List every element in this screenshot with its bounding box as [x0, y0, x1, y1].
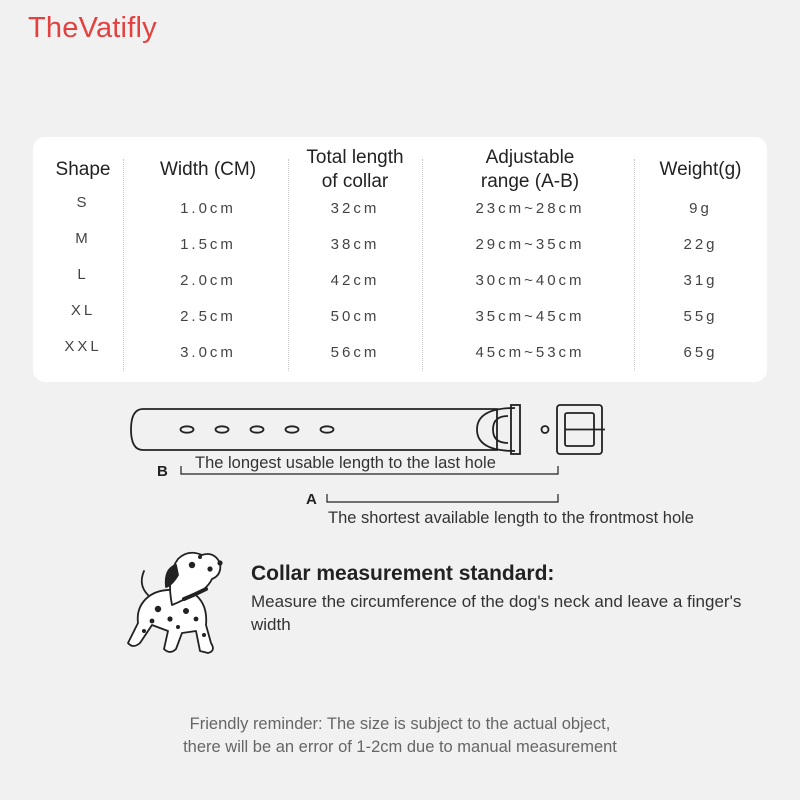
- collar-hole: [251, 426, 264, 432]
- d-ring-inner: [493, 416, 508, 443]
- column-adjustable-range: [450, 137, 610, 382]
- d-ring: [477, 408, 515, 451]
- table-cell: XXL: [64, 338, 102, 355]
- header-range-line2: range (A-B): [480, 171, 580, 192]
- table-cell: 55g: [683, 308, 718, 325]
- header-total-length-line2: of collar: [321, 171, 389, 192]
- table-cell: 9g: [689, 200, 712, 217]
- table-cell: 45cm~53cm: [475, 344, 585, 361]
- table-cell: 32cm: [330, 200, 380, 217]
- table-cell: 65g: [683, 344, 718, 361]
- column-shape: [41, 137, 125, 382]
- column-width: [133, 137, 283, 382]
- a-bracket: [327, 494, 558, 502]
- column-divider: [422, 159, 423, 371]
- column-divider: [288, 159, 289, 371]
- collar-hole: [216, 426, 229, 432]
- table-cell: 2.5cm: [180, 308, 236, 325]
- header-total-length-line1: Total length: [306, 147, 404, 168]
- table-cell: 1.0cm: [180, 200, 236, 217]
- dalmatian-dog-icon: [108, 545, 243, 660]
- table-cell: M: [75, 230, 91, 247]
- table-cell: 29cm~35cm: [475, 236, 585, 253]
- collar-hole: [321, 426, 334, 432]
- table-cell: 31g: [683, 272, 718, 289]
- column-weight: [638, 137, 763, 382]
- b-marker: B: [157, 463, 168, 480]
- header-weight: Weight(g): [659, 159, 742, 180]
- table-cell: 1.5cm: [180, 236, 236, 253]
- header-shape: Shape: [55, 159, 111, 180]
- table-cell: 56cm: [330, 344, 380, 361]
- reminder-line-2: there will be an error of 1-2cm due to manual measurement: [183, 738, 617, 756]
- collar-hole: [286, 426, 299, 432]
- table-cell: 50cm: [330, 308, 380, 325]
- collar-rivet: [542, 426, 549, 433]
- table-cell: XL: [70, 302, 96, 319]
- brand-logo: TheVatifly: [28, 12, 157, 44]
- header-width: Width (CM): [159, 159, 257, 180]
- table-cell: S: [76, 194, 90, 211]
- column-divider: [123, 159, 124, 371]
- table-cell: L: [77, 266, 89, 283]
- measurement-description: Measure the circumference of the dog's neck and leave a finger's width: [251, 592, 742, 634]
- table-cell: 23cm~28cm: [475, 200, 585, 217]
- collar-hole: [181, 426, 194, 432]
- table-cell: 30cm~40cm: [475, 272, 585, 289]
- table-cell: 2.0cm: [180, 272, 236, 289]
- column-divider: [634, 159, 635, 371]
- column-total-length: [290, 137, 420, 382]
- a-marker: A: [306, 491, 317, 508]
- table-cell: 22g: [683, 236, 718, 253]
- b-label: The longest usable length to the last hole: [195, 454, 496, 472]
- size-table: [33, 137, 767, 382]
- table-cell: 3.0cm: [180, 344, 236, 361]
- collar-strap: [131, 409, 497, 450]
- table-cell: 42cm: [330, 272, 380, 289]
- measurement-title: Collar measurement standard:: [251, 562, 555, 585]
- collar-keeper: [511, 405, 520, 454]
- table-cell: 38cm: [330, 236, 380, 253]
- header-range-line1: Adjustable: [485, 147, 575, 168]
- a-label: The shortest available length to the frontmost hole: [328, 509, 694, 527]
- table-cell: 35cm~45cm: [475, 308, 585, 325]
- reminder-line-1: Friendly reminder: The size is subject to the actual object,: [189, 715, 611, 733]
